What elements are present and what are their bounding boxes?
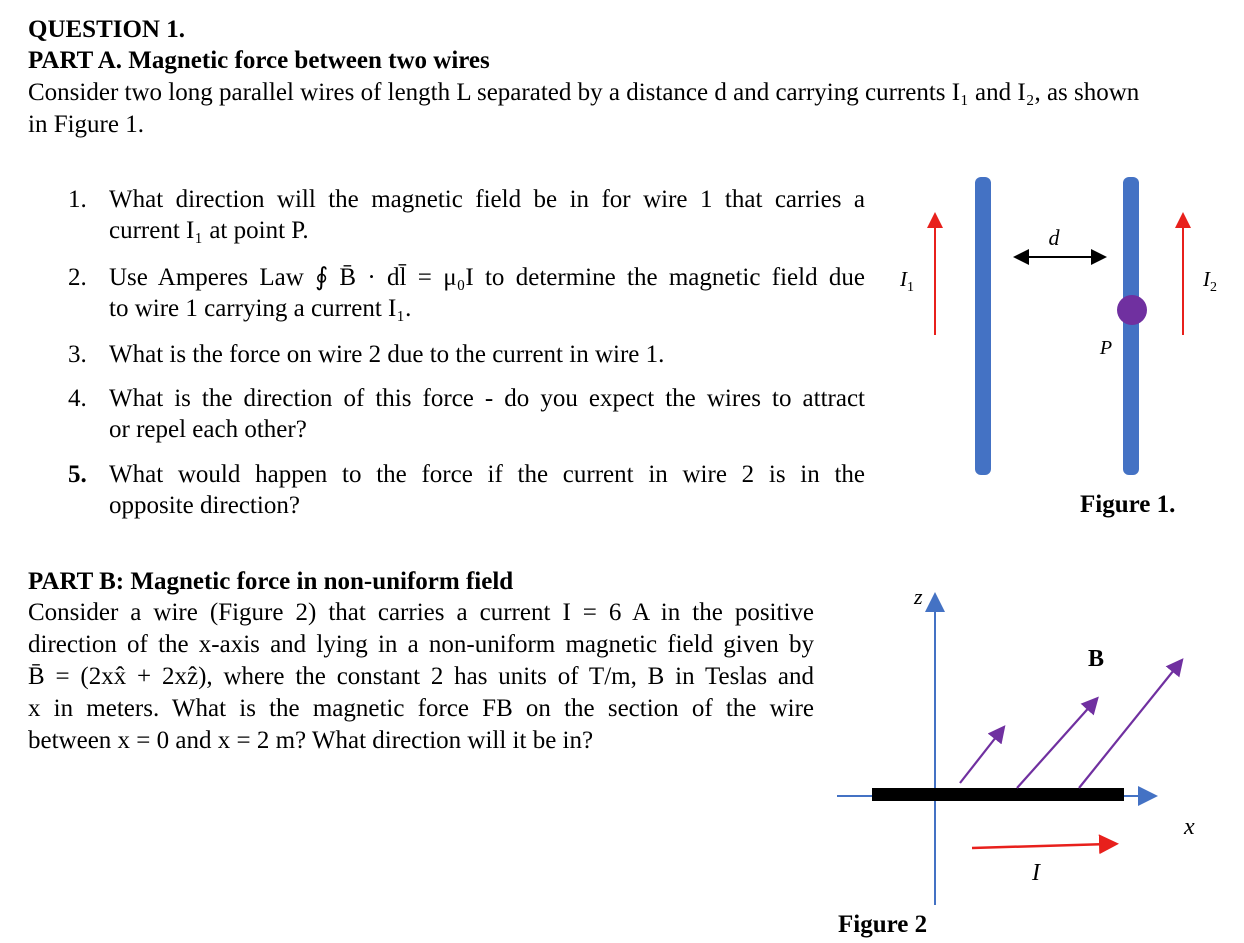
item-text: opposite direction? [109,492,300,519]
part-a-intro-line2: in Figure 1. [28,111,144,138]
item-number: 1. [68,186,87,213]
part-b-body [28,597,814,757]
figure-1-diagram [880,160,1220,490]
item-text: current I₁ at point P. [109,217,309,244]
part-b-line: B̄ = (2xx̂ + 2xẑ), where the constant 2 has units of T/m, B in Teslas and [28,663,814,690]
label-z: z [914,584,923,609]
label-d: d [1048,225,1060,250]
item-text: to wire 1 carrying a current I₁. [109,295,412,322]
question-title: QUESTION 1. [28,16,185,43]
label-x: x [1184,814,1195,840]
field-arrow [1017,703,1093,788]
point-p-marker [1117,295,1147,325]
label-i1: $I_1$ [900,267,914,295]
item-text: or repel each other? [109,416,307,443]
item-text: What is the force on wire 2 due to the current in wire 1. [109,341,665,368]
part-a-heading: PART A. Magnetic force between two wires [28,47,490,74]
part-b-line: between x = 0 and x = 2 m? What direction will it be in? [28,727,594,754]
part-b-line: x in meters. What is the magnetic force FB on the section of the wire [28,695,814,722]
label-p: P [1099,337,1113,359]
part-b-line: direction of the x-axis and lying in a non-uniform magnetic field given by [28,631,814,658]
part-a-intro-line1: Consider two long parallel wires of length L separated by a distance d and carrying currents I₁ and I₂, as shown [28,79,1140,106]
field-arrow [960,732,1000,783]
wire-2 [1123,177,1139,475]
figure-2-caption: Figure 2 [838,911,928,938]
item-text: What would happen to the force if the current in wire 2 is in the [109,461,865,488]
item-text: Use Amperes Law ∮ B̄ · dl̄ = μ₀I to determine the magnetic field due [109,264,865,291]
wire-1 [975,177,991,475]
item-number: 5. [68,461,87,488]
figure-1-caption: Figure 1. [1080,491,1176,518]
label-b: B [1088,646,1105,672]
field-arrow [1079,665,1178,788]
part-b-heading: PART B: Magnetic force in non-uniform field [28,568,514,595]
part-b-line: Consider a wire (Figure 2) that carries a current I = 6 A in the positive [28,599,814,626]
item-number: 4. [68,385,87,412]
item-number: 3. [68,341,87,368]
wire [872,788,1124,801]
item-text: What direction will the magnetic field be in for wire 1 that carries a [109,186,865,213]
item-text: What is the direction of this force - do you expect the wires to attract [109,385,865,412]
item-number: 2. [68,264,87,291]
label-i: I [1032,860,1040,886]
label-i2: $I_2$ [1203,267,1217,295]
current-arrow [972,844,1109,848]
figure-2-diagram [830,580,1220,910]
